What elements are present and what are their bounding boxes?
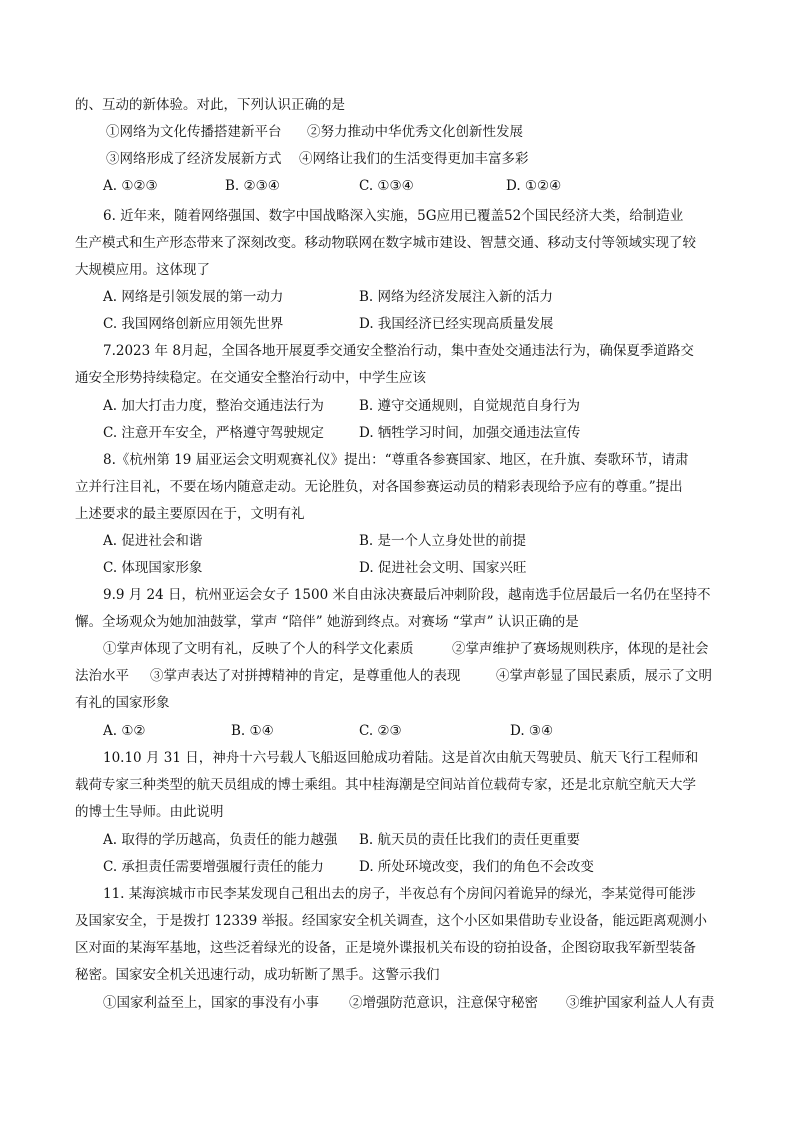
question-5-stem-line: 的、互动的新体验。对此，下列认识正确的是 — [75, 97, 345, 113]
question-6-stem-text: 生产模式和生产形态带来了深刻改变。移动物联网在数字城市建设、智慧交通、移动支付等领域实现了较 — [75, 235, 696, 251]
statement-1: ①国家利益至上，国家的事没有小事 — [103, 995, 319, 1011]
statement-2: ②增强防范意识，注意保守秘密 — [349, 995, 538, 1011]
statement-2: ②努力推动中华优秀文化创新性发展 — [307, 124, 523, 140]
option-d: D. 牺牲学习时间，加强交通违法宣传 — [359, 425, 581, 441]
option-c: C. ①③④ — [359, 178, 414, 194]
option-a: A. 加大打击力度，整治交通违法行为 — [103, 398, 324, 414]
option-a: A. 网络是引领发展的第一动力 — [103, 289, 284, 305]
option-a: A. 促进社会和谐 — [103, 533, 203, 549]
option-c: C. 我国网络创新应用领先世界 — [103, 316, 284, 332]
question-8-stem-text: 立并行注目礼，不要在场内随意走动。无论胜负，对各国参赛运动员的精彩表现给予应有的尊重。”提出 — [75, 479, 683, 495]
question-11-stem-text: 秘密。国家安全机关迅速行动，成功斩断了黑手。这警示我们 — [75, 967, 440, 983]
option-b: B. ②③④ — [225, 178, 280, 194]
statement-3: ③维护国家利益人人有责 — [566, 995, 715, 1011]
question-8-stem-text: 上述要求的最主要原因在于，文明有礼 — [75, 506, 305, 522]
question-7-stem-text: 通安全形势持续稳定。在交通安全整治行动中，中学生应该 — [75, 370, 426, 386]
option-a: A. ①② — [103, 723, 146, 739]
option-d: D. ③④ — [510, 723, 554, 739]
option-d: D. 我国经济已经实现高质量发展 — [359, 316, 554, 332]
question-9-stem-text: 懈。全场观众为她加油鼓掌，掌声 “陪伴” 她游到终点。对赛场 “掌声” 认识正确的是 — [75, 614, 579, 630]
option-c: C. 注意开车安全，严格遵守驾驶规定 — [103, 425, 324, 441]
statement-1: ①网络为文化传播搭建新平台 — [106, 124, 282, 140]
option-d: D. 促进社会文明、国家兴旺 — [359, 560, 527, 576]
option-b: B. 航天员的责任比我们的责任更重要 — [359, 832, 581, 848]
option-d: D. ①②④ — [506, 178, 562, 194]
question-10-stem-text: 10.10 月 31 日，神舟十六号载人飞船返回舱成功着陆。这是首次由航天驾驶员、航天飞行工程师和 — [103, 750, 699, 766]
statement-1: ①掌声体现了文明有礼，反映了个人的科学文化素质 — [103, 641, 414, 657]
option-c: C. 体现国家形象 — [103, 560, 203, 576]
question-10-stem-text: 载荷专家三种类型的航天员组成的博士乘组。其中桂海潮是空间站首位载荷专家，还是北京航空航天大学 — [75, 777, 696, 793]
option-c: C. ②③ — [359, 723, 402, 739]
question-11-stem-text: 及国家安全，于是拨打 12339 举报。经国家安全机关调查，这个小区如果借助专业设备，能远距离观测小 — [75, 913, 708, 929]
question-8-stem-text: 8.《杭州第 19 届亚运会文明观赛礼仪》提出：“尊重各参赛国家、地区，在升旗、奏歌环节，请肃 — [103, 452, 689, 468]
question-9-stem-text: 9.9 月 24 日，杭州亚运会女子 1500 米自由泳决赛最后冲刺阶段，越南选手位居最后一名仍在坚持不 — [103, 587, 711, 603]
option-b: B. ①④ — [231, 723, 274, 739]
statement-4-continued: 有礼的国家形象 — [75, 695, 170, 711]
question-6-stem-text: 6. 近年来，随着网络强国、数字中国战略深入实施，5G应用已覆盖52个国民经济大类，给制造业 — [103, 208, 684, 224]
statement-4: ④掌声彰显了国民素质，展示了文明 — [496, 668, 712, 684]
question-6-stem-text: 大规模应用。这体现了 — [75, 262, 210, 278]
question-11-stem-text: 区对面的某海军基地，这些泛着绿光的设备，正是境外谍报机关布设的窃拍设备，企图窃取我军新型装备 — [75, 940, 696, 956]
statement-2: ②掌声维护了赛场规则秩序，体现的是社会 — [452, 641, 709, 657]
statement-2-continued: 法治水平 — [75, 668, 129, 684]
option-a: A. 取得的学历越高，负责任的能力越强 — [103, 832, 338, 848]
statement-3: ③网络形成了经济发展新方式 — [106, 151, 282, 167]
question-11-stem-text: 11. 某海滨城市市民李某发现自己租出去的房子，半夜总有个房间闪着诡异的绿光，李某觉得可能涉 — [103, 886, 696, 902]
option-b: B. 是一个人立身处世的前提 — [359, 533, 527, 549]
option-c: C. 承担责任需要增强履行责任的能力 — [103, 859, 324, 875]
option-d: D. 所处环境改变，我们的角色不会改变 — [359, 859, 594, 875]
statement-4: ④网络让我们的生活变得更加丰富多彩 — [299, 151, 529, 167]
option-a: A. ①②③ — [103, 178, 158, 194]
question-7-stem-text: 7.2023 年 8月起，全国各地开展夏季交通安全整治行动，集中查处交通违法行为，确保夏季道路交 — [103, 343, 694, 359]
question-10-stem-text: 的博士生导师。由此说明 — [75, 804, 224, 820]
option-b: B. 网络为经济发展注入新的活力 — [359, 289, 554, 305]
statement-3: ③掌声表达了对拼搏精神的肯定，是尊重他人的表现 — [150, 668, 461, 684]
option-b: B. 遵守交通规则，自觉规范自身行为 — [359, 398, 581, 414]
